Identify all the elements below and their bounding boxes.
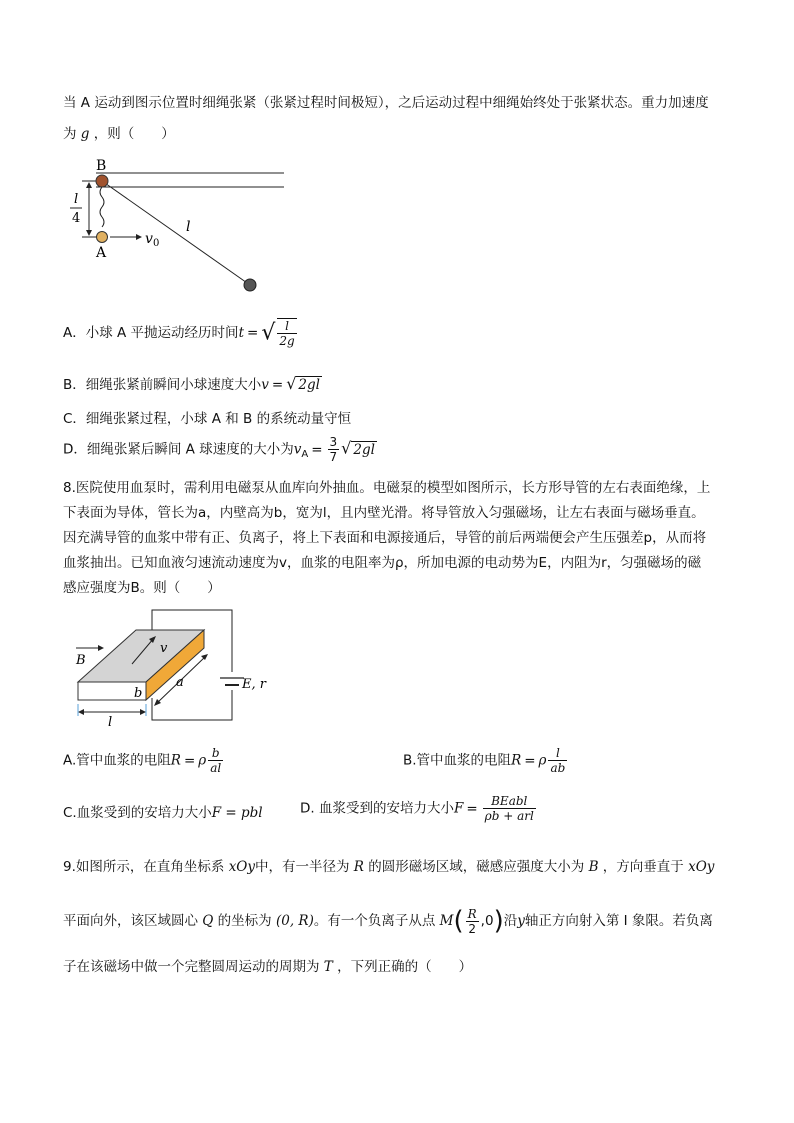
q7-option-C[interactable]: C．细绳张紧过程，小球 A 和 B 的系统动量守恒 (63, 411, 352, 427)
q9-text-1d: ，方向垂直于 (602, 859, 684, 875)
q7-dim-num: l (74, 192, 79, 207)
q9-text-2a: 平面向外，该区域圆心 (63, 913, 198, 929)
q7-answer-bracket: ，则（ ） (93, 126, 175, 142)
q9-var-xoy-2: xOy (688, 859, 715, 875)
q7-figure (60, 155, 300, 295)
q8-option-C[interactable] (63, 801, 263, 821)
q7-ball-A (97, 232, 108, 243)
q9-stem-line3 (63, 955, 472, 975)
q8-option-A-text: A.管中血浆的电阻 (63, 752, 171, 769)
q8-stem-line1: 8.医院使用血泵时，需利用电磁泵从血库向外抽血。电磁泵的模型如图所示，长方形导管的左右表面绝缘，上 (63, 480, 711, 496)
q9-var-y: y (517, 913, 525, 929)
q8-option-B[interactable]: B.管中血浆的电阻R = ρ $\frac{l}{ab}$ (403, 746, 566, 775)
q7-dim-den: 4 (72, 211, 81, 226)
q9-var-xoy: xOy (228, 859, 255, 875)
q8-option-A-num: b (208, 746, 223, 761)
q7-label-v-sub: 0 (153, 238, 160, 249)
q9-M-zero: ,0 (480, 913, 494, 929)
q7-label-v: v (145, 231, 153, 247)
q7-slack-rope (100, 187, 104, 227)
q8-option-A-rho: ρ (198, 752, 207, 769)
q8-option-B-den: ab (550, 761, 566, 775)
q8-label-B: B (76, 653, 86, 668)
q7-option-A-den: 2g (279, 334, 295, 348)
q8-option-B-text: B.管中血浆的电阻 (403, 752, 512, 769)
q7-dim-arrow-up (86, 182, 92, 188)
q9-text-3a: 子在该磁场中做一个完整圆周运动的周期为 (63, 959, 320, 975)
q7-option-A-sqrt: √ $\frac{l}{2g}$ (261, 319, 295, 348)
q8-label-Er: E, r (242, 677, 266, 692)
q7-option-D-var: v (293, 441, 302, 458)
q8-option-B-lhs: R (511, 752, 522, 769)
q9-text-2b: 的坐标为 (217, 913, 272, 929)
q8-dim-l-arrow-left (78, 709, 84, 715)
q8-stem-line3: 因充满导管的血浆中带有正、负离子，将上下表面和电源接通后，导管的前后两端便会产生压强差p，从而将 (63, 530, 707, 546)
q8-label-a: a (176, 675, 184, 690)
q9-M-den: 2 (468, 921, 476, 936)
q8-option-D-den: ρb + arl (484, 809, 534, 823)
q7-option-A-num: l (277, 319, 296, 334)
q7-option-D-num: 3 (329, 435, 338, 449)
q8-stem-line2: 下表面为导体，管长为a，内壁高为b，宽为l，且内壁光滑。将导管放入匀强磁场，让左右表面与磁场垂直。 (63, 505, 705, 521)
q9-coord: (0, R) (275, 913, 314, 929)
q9-var-T: T (323, 959, 333, 975)
q7-ball-B (96, 175, 108, 187)
q8-label-b: b (134, 686, 143, 701)
q7-option-B-var: v (261, 377, 269, 393)
q7-option-B-rad: 2gl (298, 377, 320, 393)
q7-v0-arrowhead (136, 234, 142, 240)
q9-text-2d: 沿 (503, 913, 518, 929)
q9-M-num: R (467, 906, 477, 921)
q8-option-A-den: al (210, 761, 222, 775)
q8-option-D-text: D. 血浆受到的安培力大小 (300, 800, 454, 817)
q8-option-A[interactable]: A.管中血浆的电阻R = ρ $\frac{b}{al}$ (63, 746, 222, 775)
q8-stem-line5: 感应强度为B。则（ ） (63, 580, 221, 596)
q8-option-C-expr: F = pbl (211, 805, 263, 821)
q9-text-1b: 中，有一半径为 (255, 859, 350, 875)
q8-dim-l-arrow-right (140, 709, 146, 715)
q9-text-2c: 。有一个负离子从点 (313, 913, 436, 929)
q9-stem-line2: 平面向外，该区域圆心 Q 的坐标为 (0, R)。有一个负离子从点 M( $\frac{R}{2}$ ,0)沿y轴正方向射入第 I 象限。若负离 (63, 906, 713, 936)
q9-var-Q: Q (202, 913, 214, 929)
q9-stem-line1 (63, 855, 714, 875)
q9-text-3b: ，下列正确的（ ） (337, 959, 473, 975)
q7-option-B-text: B．细绳张紧前瞬间小球速度大小 (63, 377, 262, 393)
q7-stem-text: 为 (63, 126, 77, 142)
q7-var-g: g (80, 126, 90, 142)
q8-option-D-num: BEabl (483, 794, 536, 809)
q7-option-A[interactable]: A．小球 A 平抛运动经历时间t = √ $\frac{l}{2g}$ (63, 318, 299, 348)
q7-label-l: l (186, 219, 191, 235)
q7-end-ball (244, 279, 256, 291)
q7-label-B: B (96, 158, 107, 174)
q9-var-B: B (588, 859, 599, 875)
q9-var-M: M (439, 913, 454, 929)
q9-text-1c: 的圆形磁场区域，磁感应强度大小为 (368, 859, 585, 875)
q7-option-A-text: A．小球 A 平抛运动经历时间 (63, 325, 239, 341)
q8-label-v: v (160, 641, 168, 656)
q7-option-D-den: 7 (329, 450, 338, 464)
q8-wire-bottom (152, 690, 232, 720)
q8-option-C-text: C.血浆受到的安培力大小 (63, 805, 212, 821)
q7-stem-line1: 当 A 运动到图示位置时细绳张紧（张紧过程时间极短），之后运动过程中细绳始终处于张紧状态。重力加速度 (63, 95, 709, 111)
q7-option-D-text: D．细绳张紧后瞬间 A 球速度的大小为 (63, 441, 294, 458)
q7-dim-arrow-down (86, 230, 92, 236)
q7-option-A-var: t (238, 325, 244, 341)
q9-var-R: R (353, 859, 364, 875)
q8-option-B-rho: ρ (538, 752, 547, 769)
q8-stem-line4: 血浆抽出。已知血液匀速流动速度为v，血浆的电阻率为ρ，所加电源的电动势为E，内阻为r，匀强磁场的磁 (63, 555, 702, 571)
q8-figure (70, 600, 290, 730)
q9-text-2e: 轴正方向射入第 I 象限。若负离 (524, 913, 713, 929)
q7-option-D-rad: 2gl (353, 441, 375, 458)
q8-B-arrowhead (98, 645, 104, 651)
q7-label-A: A (96, 245, 107, 261)
q8-option-A-lhs: R (170, 752, 181, 769)
q7-stem-line2 (63, 122, 175, 142)
q9-text-1a: 9.如图所示，在直角坐标系 (63, 859, 225, 875)
q7-option-B[interactable]: B．细绳张紧前瞬间小球速度大小v = √ 2gl (63, 374, 320, 393)
q7-option-D-sub: A (301, 449, 309, 461)
q7-option-D[interactable]: D．细绳张紧后瞬间 A 球速度的大小为$v_A$ = $\frac{3}{7}$ √ 2gl (63, 435, 375, 464)
q8-label-l: l (108, 715, 113, 730)
q8-option-D-lhs: F (453, 800, 464, 817)
q8-option-B-num: l (548, 746, 567, 761)
q7-string-l (102, 181, 250, 285)
q8-option-D[interactable]: D. 血浆受到的安培力大小F = $\frac{\text{BEabl}}{\text{ρb + arl}}$ (300, 794, 534, 823)
